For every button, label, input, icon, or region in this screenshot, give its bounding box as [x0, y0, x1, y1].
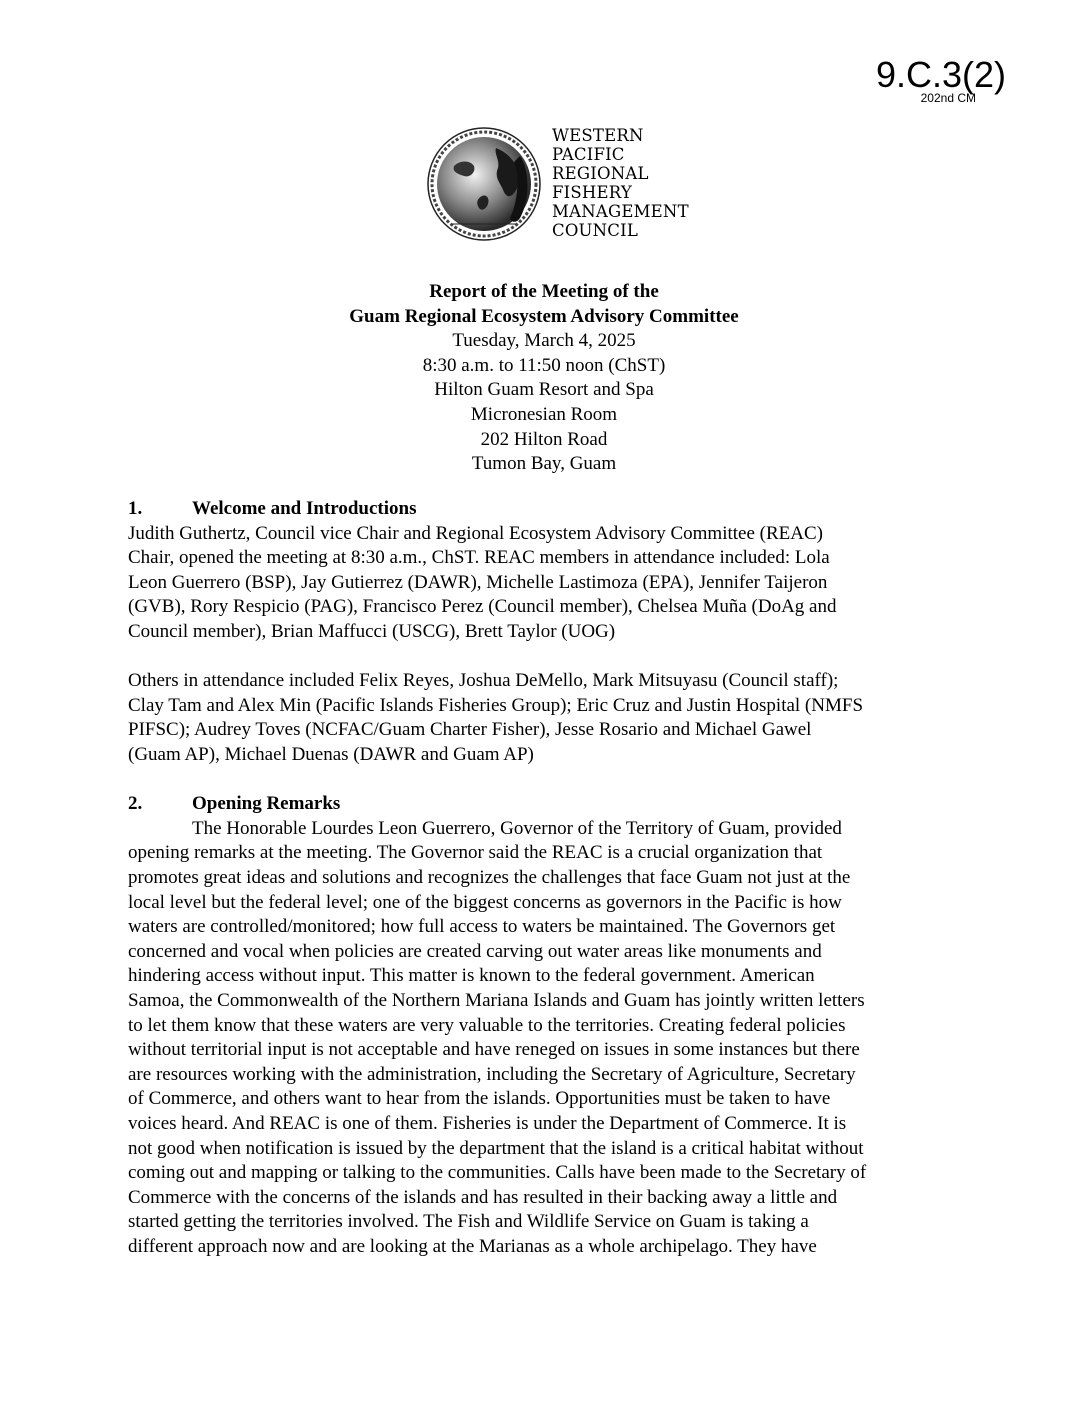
text-line: not good when notification is issued by the department that the island is a critical habitat without: [128, 1137, 864, 1159]
text-line: The Honorable Lourdes Leon Guerrero, Governor of the Territory of Guam, provided: [192, 817, 842, 839]
text-line: Council member), Brian Maffucci (USCG), Brett Taylor (UOG): [128, 620, 616, 642]
meeting-date: Tuesday, March 4, 2025: [452, 330, 636, 352]
venue-street: 202 Hilton Road: [480, 428, 608, 450]
text-line: PIFSC); Audrey Toves (NCFAC/Guam Charter Fisher), Jesse Rosario and Michael Gawel: [128, 719, 812, 741]
text-line: local level but the federal level; one of the biggest concerns as governors in the Pacific is how: [128, 891, 842, 913]
org-name-line: WESTERN: [552, 126, 644, 145]
text-line: (GVB), Rory Respicio (PAG), Francisco Perez (Council member), Chelsea Muña (DoAg and: [128, 596, 837, 618]
text-line: promotes great ideas and solutions and recognizes the challenges that face Guam not just at the: [128, 866, 851, 888]
section-title: Opening Remarks: [192, 793, 341, 815]
text-line: Judith Guthertz, Council vice Chair and Regional Ecosystem Advisory Committee (REAC): [128, 522, 823, 544]
text-line: hindering access without input. This matter is known to the federal government. American: [128, 965, 815, 987]
text-line: of Commerce, and others want to hear from the islands. Opportunities must be taken to have: [128, 1088, 831, 1110]
text-line: different approach now and are looking at the Marianas as a whole archipelago. They have: [128, 1235, 817, 1257]
attendees-paragraph: [128, 669, 968, 767]
meeting-header: [0, 280, 1088, 477]
text-line: started getting the territories involved. The Fish and Wildlife Service on Guam is taking a: [128, 1211, 809, 1233]
section-title: Welcome and Introductions: [192, 498, 417, 519]
section-heading: [128, 792, 340, 817]
text-line: waters are controlled/monitored; how full access to waters be maintained. The Governors get: [128, 916, 836, 938]
meeting-number: 202nd CM: [920, 91, 976, 105]
text-line: voices heard. And REAC is one of them. Fisheries is under the Department of Commerce. It is: [128, 1112, 847, 1134]
text-line: without territorial input is not acceptable and have reneged on issues in some instances but there: [128, 1039, 860, 1061]
text-line: to let them know that these waters are very valuable to the territories. Creating federal policies: [128, 1014, 846, 1036]
org-name-line: MANAGEMENT: [552, 202, 689, 221]
org-name: [552, 126, 689, 240]
text-line: Chair, opened the meeting at 8:30 a.m., ChST. REAC members in attendance included: Lola: [128, 547, 830, 569]
meeting-time: 8:30 a.m. to 11:50 noon (ChST): [422, 354, 666, 376]
globe-emblem-icon: [424, 126, 548, 246]
text-line: Commerce with the concerns of the islands and has resulted in their backing away a little and: [128, 1186, 838, 1208]
council-logo: [424, 126, 724, 246]
section-number: 1.: [128, 498, 143, 519]
org-name-line: FISHERY: [552, 183, 632, 202]
meeting-room: Micronesian Room: [470, 403, 618, 425]
text-line: Others in attendance included Felix Reyes, Joshua DeMello, Mark Mitsuyasu (Council staff);: [128, 670, 839, 692]
text-line: coming out and mapping or talking to the communities. Calls have been made to the Secretary of: [128, 1162, 867, 1184]
text-line: Samoa, the Commonwealth of the Northern Mariana Islands and Guam has jointly written letters: [128, 989, 865, 1011]
welcome-paragraph: [128, 522, 968, 645]
venue-city: Tumon Bay, Guam: [471, 453, 617, 475]
meeting-venue: Hilton Guam Resort and Spa: [434, 379, 654, 401]
committee-name: Guam Regional Ecosystem Advisory Committee: [349, 305, 739, 327]
opening-remarks-paragraph: [128, 817, 968, 1260]
page-reference: [876, 56, 1006, 104]
org-name-line: REGIONAL: [552, 164, 649, 183]
agenda-item-code: 9.C.3(2): [875, 54, 1006, 95]
text-line: opening remarks at the meeting. The Governor said the REAC is a crucial organization that: [128, 842, 823, 864]
text-line: Clay Tam and Alex Min (Pacific Islands Fisheries Group); Eric Cruz and Justin Hospital (NMFS: [128, 694, 864, 716]
text-line: are resources working with the administration, including the Secretary of Agriculture, Secretary: [128, 1063, 856, 1085]
section-number: 2.: [128, 793, 143, 815]
text-line: Leon Guerrero (BSP), Jay Gutierrez (DAWR), Michelle Lastimoza (EPA), Jennifer Taijeron: [128, 571, 828, 593]
text-line: concerned and vocal when policies are created carving out water areas like monuments and: [128, 940, 822, 962]
report-title: Report of the Meeting of the: [429, 281, 659, 302]
text-line: (Guam AP), Michael Duenas (DAWR and Guam AP): [128, 743, 534, 765]
org-name-line: COUNCIL: [552, 221, 638, 240]
org-name-line: PACIFIC: [552, 145, 625, 164]
section-heading: [128, 497, 417, 522]
